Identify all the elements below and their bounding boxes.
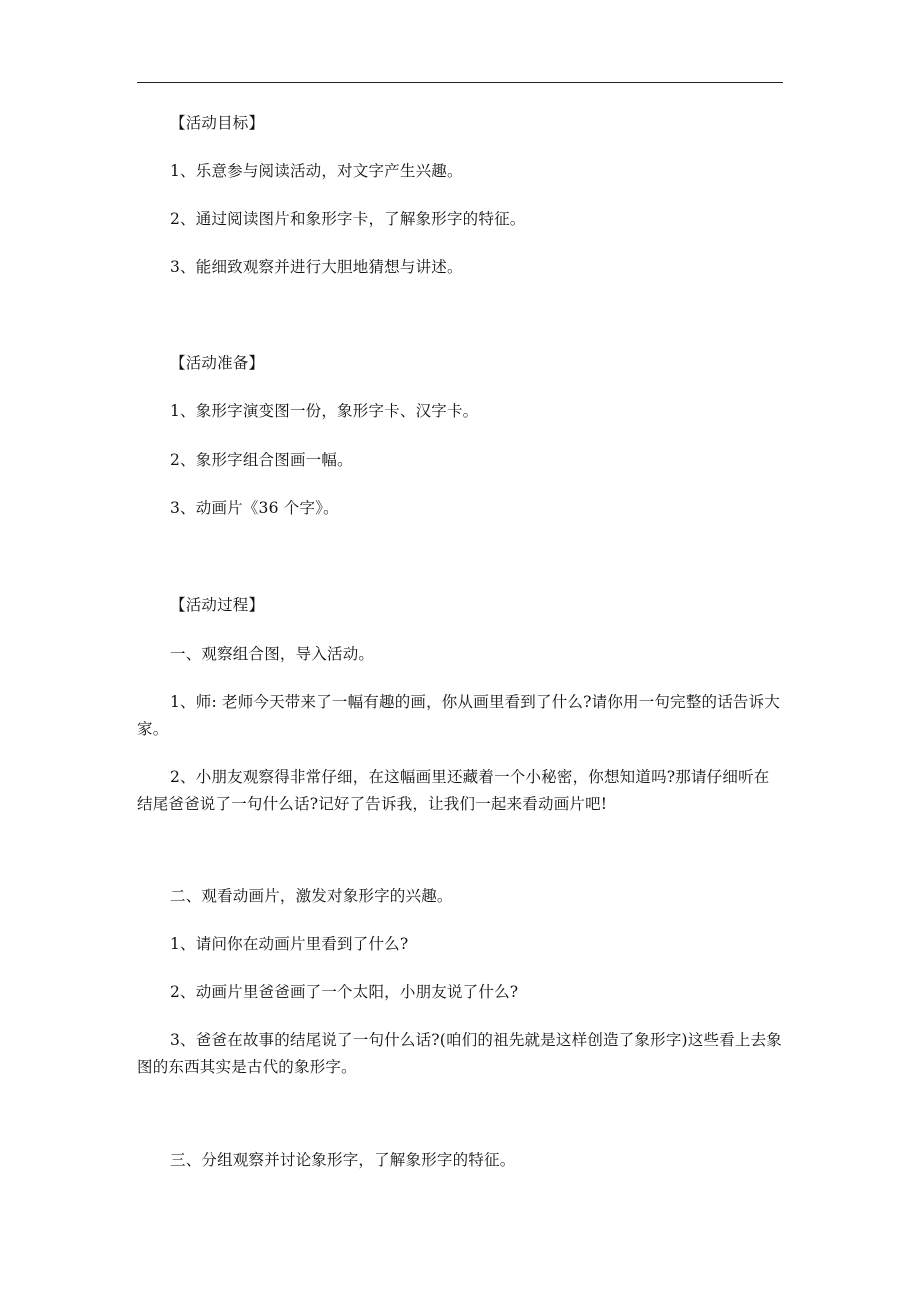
- step-1-item-1: 1、师: 老师今天带来了一幅有趣的画，你从画里看到了什么?请你用一句完整的话告诉大家。: [137, 693, 781, 738]
- section-heading-goals: 【活动目标】: [170, 114, 265, 132]
- section-heading-preparation: 【活动准备】: [170, 354, 265, 372]
- step-1-item-2: 2、小朋友观察得非常仔细，在这幅画里还藏着一个小秘密，你想知道吗?那请仔细听在结尾爸爸说了一句什么话?记好了告诉我，让我们一起来看动画片吧!: [137, 768, 770, 813]
- section-heading-process: 【活动过程】: [170, 596, 265, 614]
- step-2-item-3: 3、爸爸在故事的结尾说了一句什么话?(咱们的祖先就是这样创造了象形字)这些看上去象图的东西其实是古代的象形字。: [137, 1031, 782, 1076]
- goal-item-3: 3、能细致观察并进行大胆地猜想与讲述。: [170, 258, 463, 276]
- prep-item-2: 2、象形字组合图画一幅。: [170, 451, 353, 469]
- step-title-2: 二、观看动画片，激发对象形字的兴趣。: [170, 887, 453, 905]
- step-2-item-1: 1、请问你在动画片里看到了什么?: [170, 935, 409, 953]
- goal-item-2: 2、通过阅读图片和象形字卡，了解象形字的特征。: [170, 210, 526, 228]
- prep-item-1: 1、象形字演变图一份，象形字卡、汉字卡。: [170, 402, 479, 420]
- step-title-3: 三、分组观察并讨论象形字，了解象形字的特征。: [170, 1151, 516, 1169]
- prep-item-3: 3、动画片《36 个字》。: [170, 499, 339, 517]
- header-rule: [137, 82, 783, 83]
- step-title-1: 一、观察组合图，导入活动。: [170, 645, 375, 663]
- goal-item-1: 1、乐意参与阅读活动，对文字产生兴趣。: [170, 162, 463, 180]
- step-2-item-2: 2、动画片里爸爸画了一个太阳，小朋友说了什么?: [170, 983, 519, 1001]
